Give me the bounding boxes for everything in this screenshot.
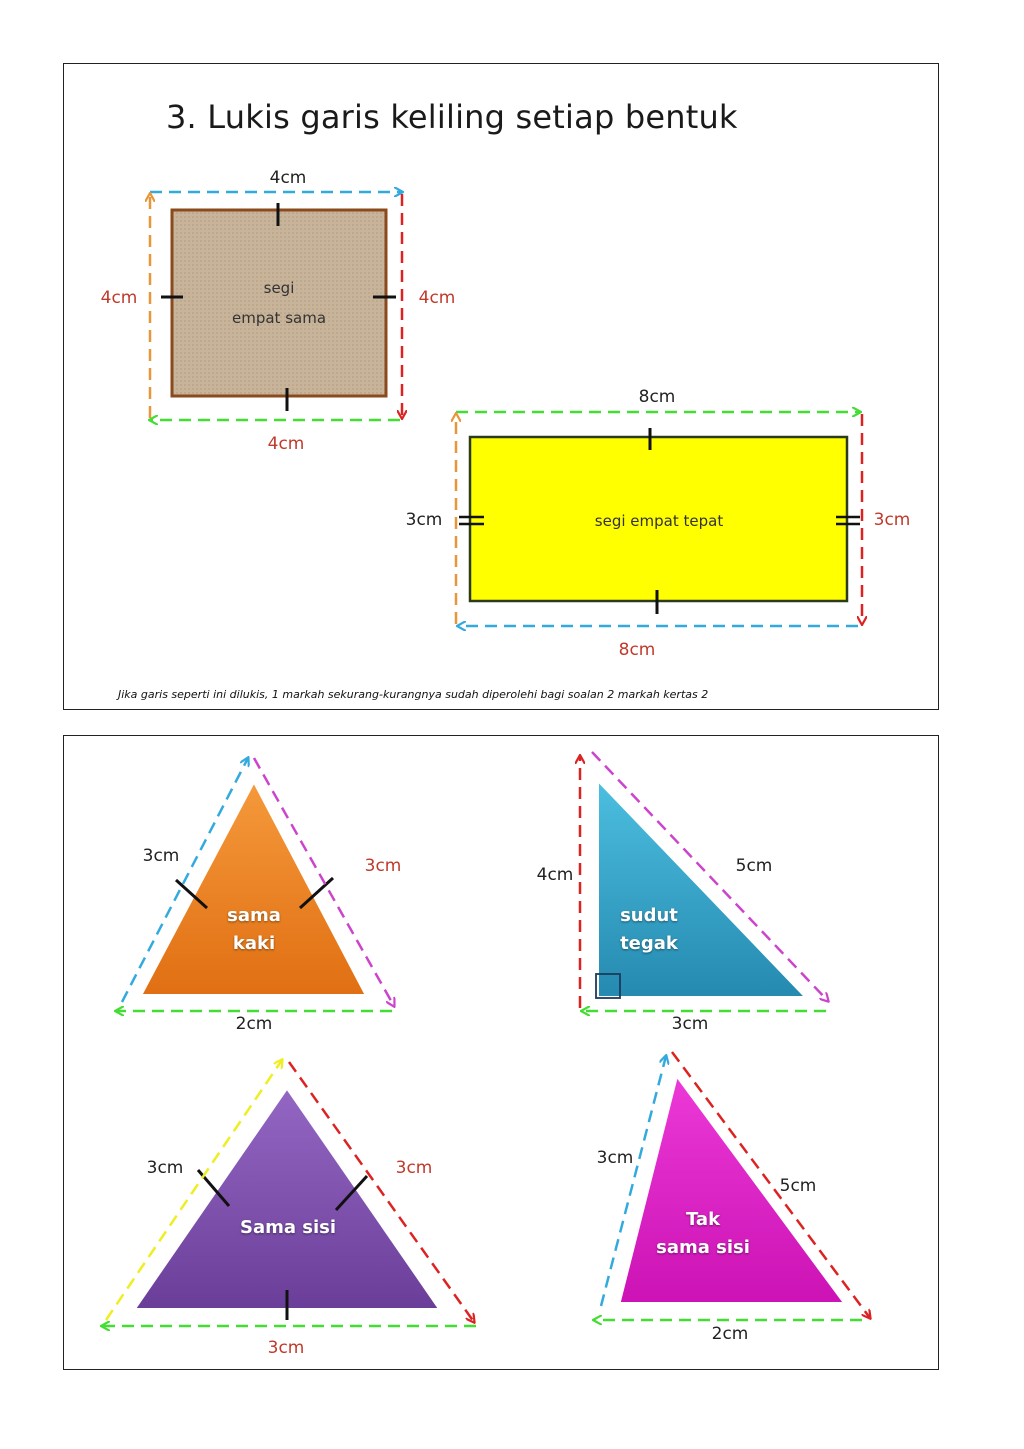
isosceles-label-left: 3cm [142,846,180,866]
equilateral-name: Sama sisi [239,1217,337,1238]
scalene-label-bottom: 2cm [711,1324,749,1344]
right-triangle-label-left: 4cm [536,865,574,885]
equilateral-label-left: 3cm [146,1158,184,1178]
scalene-name-line1: Tak [685,1209,721,1230]
scalene-name [656,1206,750,1262]
square-name [232,273,326,333]
equilateral-group [102,1060,476,1326]
rectangle-name: segi empat tepat [594,512,724,530]
scalene-label-right: 5cm [779,1176,817,1196]
isosceles-shape [138,778,369,997]
right-triangle-name [620,902,678,958]
rectangle-label-left: 3cm [405,510,443,530]
square-label-top: 4cm [269,168,307,188]
isosceles-name [227,902,281,958]
equilateral-label-right: 3cm [395,1158,433,1178]
right-triangle-name-line2: tegak [620,933,678,954]
square-name-line1: segi [263,279,295,297]
rectangle-label-bottom: 8cm [618,640,656,660]
isosceles-group [116,758,394,1011]
right-triangle-group [580,752,828,1011]
square-label-left: 4cm [100,288,138,308]
page-title: 3. Lukis garis keliling setiap bentuk [166,98,738,136]
square-label-bottom: 4cm [267,434,305,454]
scalene-group [594,1052,870,1320]
footnote: Jika garis seperti ini dilukis, 1 markah sekurang-kurangnya sudah diperolehi bagi soalan 2 markah kertas 2 [118,688,709,701]
isosceles-name-line1: sama [227,905,281,926]
right-triangle-label-bottom: 3cm [671,1014,709,1034]
isosceles-name-line2: kaki [232,933,276,954]
square-name-line2: empat sama [231,309,327,327]
equilateral-label-bottom: 3cm [267,1338,305,1358]
scalene-label-left: 3cm [596,1148,634,1168]
right-triangle-name-line1: sudut [620,905,678,926]
rectangle-label-right: 3cm [873,510,911,530]
isosceles-label-right: 3cm [364,856,402,876]
right-triangle-shape [596,776,810,999]
equilateral-shape [131,1085,443,1311]
right-triangle-label-hyp: 5cm [735,856,773,876]
rectangle-label-top: 8cm [638,387,676,407]
square-label-right: 4cm [418,288,456,308]
isosceles-label-bottom: 2cm [235,1014,273,1034]
scalene-name-line2: sama sisi [656,1237,750,1258]
